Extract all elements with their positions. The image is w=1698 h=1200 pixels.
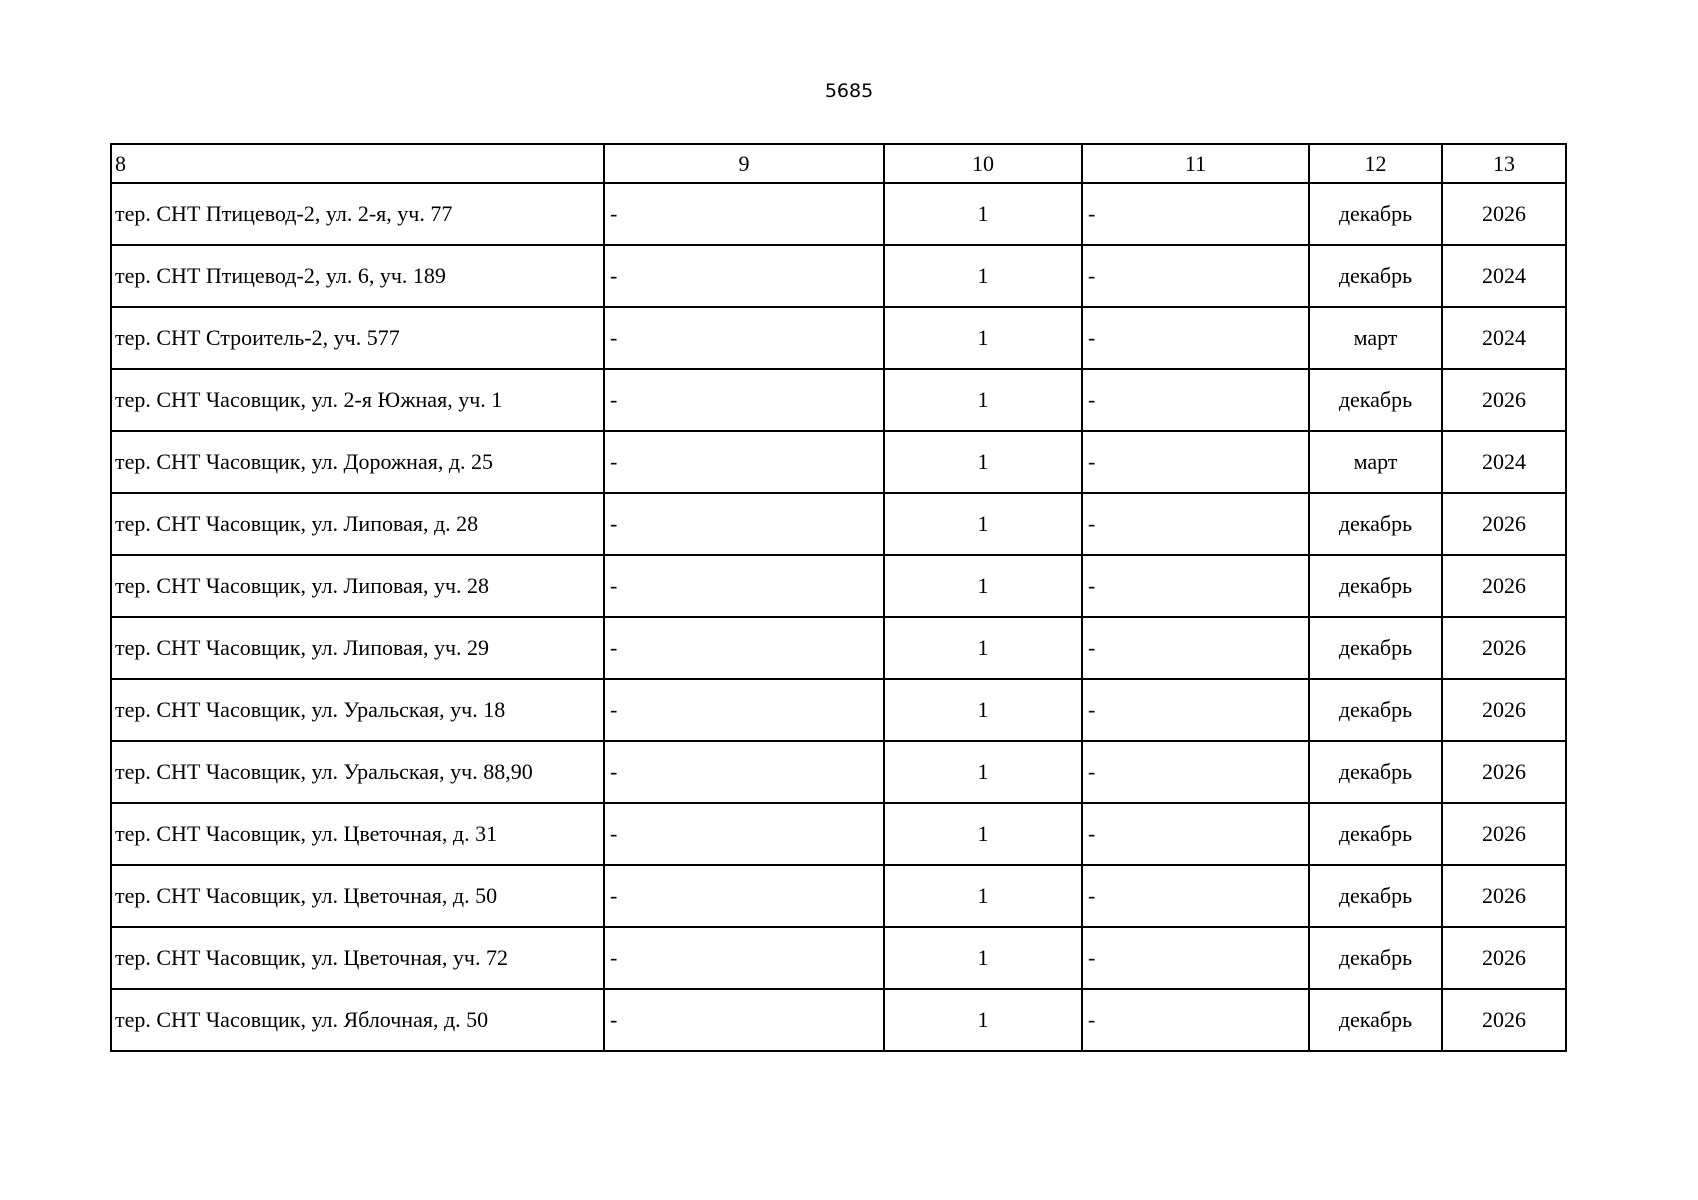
- table-row: [111, 679, 1566, 741]
- col11-cell: -: [1082, 245, 1309, 307]
- month-cell: декабрь: [1309, 493, 1442, 555]
- col10-cell: 1: [884, 989, 1082, 1051]
- col10-cell: 1: [884, 617, 1082, 679]
- col9-cell: -: [604, 989, 884, 1051]
- address-cell: тер. СНТ Часовщик, ул. Дорожная, д. 25: [111, 431, 604, 493]
- year-cell: 2024: [1442, 431, 1566, 493]
- col9-cell: -: [604, 245, 884, 307]
- col11-cell: -: [1082, 183, 1309, 245]
- col10-cell: 1: [884, 245, 1082, 307]
- col11-cell: -: [1082, 307, 1309, 369]
- col9-cell: -: [604, 679, 884, 741]
- col9-cell: -: [604, 617, 884, 679]
- column-header: 8: [111, 144, 604, 183]
- col11-cell: -: [1082, 679, 1309, 741]
- col9-cell: -: [604, 927, 884, 989]
- year-cell: 2026: [1442, 555, 1566, 617]
- table-row: [111, 307, 1566, 369]
- table-header-row: [111, 144, 1566, 183]
- year-cell: 2026: [1442, 741, 1566, 803]
- page-number: 5685: [824, 80, 874, 102]
- table-row: [111, 493, 1566, 555]
- column-header: 10: [884, 144, 1082, 183]
- col10-cell: 1: [884, 369, 1082, 431]
- col9-cell: -: [604, 369, 884, 431]
- month-cell: декабрь: [1309, 555, 1442, 617]
- col9-cell: -: [604, 555, 884, 617]
- table-row: [111, 927, 1566, 989]
- col9-cell: -: [604, 431, 884, 493]
- month-cell: декабрь: [1309, 741, 1442, 803]
- table-row: [111, 431, 1566, 493]
- month-cell: декабрь: [1309, 865, 1442, 927]
- col11-cell: -: [1082, 803, 1309, 865]
- year-cell: 2026: [1442, 679, 1566, 741]
- col10-cell: 1: [884, 865, 1082, 927]
- col11-cell: -: [1082, 927, 1309, 989]
- year-cell: 2024: [1442, 307, 1566, 369]
- month-cell: декабрь: [1309, 989, 1442, 1051]
- year-cell: 2026: [1442, 369, 1566, 431]
- col10-cell: 1: [884, 927, 1082, 989]
- month-cell: декабрь: [1309, 679, 1442, 741]
- year-cell: 2026: [1442, 493, 1566, 555]
- year-cell: 2026: [1442, 989, 1566, 1051]
- table-row: [111, 865, 1566, 927]
- col9-cell: -: [604, 803, 884, 865]
- month-cell: декабрь: [1309, 245, 1442, 307]
- column-header: 12: [1309, 144, 1442, 183]
- year-cell: 2026: [1442, 927, 1566, 989]
- year-cell: 2024: [1442, 245, 1566, 307]
- col9-cell: -: [604, 307, 884, 369]
- address-cell: тер. СНТ Часовщик, ул. Липовая, уч. 29: [111, 617, 604, 679]
- table-row: [111, 245, 1566, 307]
- column-header: 11: [1082, 144, 1309, 183]
- month-cell: декабрь: [1309, 183, 1442, 245]
- month-cell: март: [1309, 431, 1442, 493]
- address-cell: тер. СНТ Часовщик, ул. Уральская, уч. 18: [111, 679, 604, 741]
- col11-cell: -: [1082, 369, 1309, 431]
- month-cell: декабрь: [1309, 369, 1442, 431]
- col11-cell: -: [1082, 741, 1309, 803]
- col9-cell: -: [604, 183, 884, 245]
- address-cell: тер. СНТ Часовщик, ул. Липовая, уч. 28: [111, 555, 604, 617]
- table-body: [111, 183, 1566, 1051]
- col11-cell: -: [1082, 555, 1309, 617]
- col10-cell: 1: [884, 431, 1082, 493]
- data-table: [110, 143, 1567, 1052]
- address-cell: тер. СНТ Строитель-2, уч. 577: [111, 307, 604, 369]
- table-container: [110, 143, 1567, 1052]
- table-row: [111, 555, 1566, 617]
- address-cell: тер. СНТ Часовщик, ул. 2-я Южная, уч. 1: [111, 369, 604, 431]
- address-cell: тер. СНТ Часовщик, ул. Яблочная, д. 50: [111, 989, 604, 1051]
- col9-cell: -: [604, 493, 884, 555]
- month-cell: декабрь: [1309, 803, 1442, 865]
- month-cell: декабрь: [1309, 927, 1442, 989]
- col11-cell: -: [1082, 431, 1309, 493]
- address-cell: тер. СНТ Часовщик, ул. Уральская, уч. 88,90: [111, 741, 604, 803]
- col11-cell: -: [1082, 493, 1309, 555]
- col10-cell: 1: [884, 803, 1082, 865]
- col11-cell: -: [1082, 989, 1309, 1051]
- address-cell: тер. СНТ Часовщик, ул. Цветочная, д. 31: [111, 803, 604, 865]
- col10-cell: 1: [884, 183, 1082, 245]
- col10-cell: 1: [884, 493, 1082, 555]
- col11-cell: -: [1082, 865, 1309, 927]
- col10-cell: 1: [884, 555, 1082, 617]
- address-cell: тер. СНТ Часовщик, ул. Липовая, д. 28: [111, 493, 604, 555]
- col10-cell: 1: [884, 741, 1082, 803]
- col9-cell: -: [604, 741, 884, 803]
- year-cell: 2026: [1442, 183, 1566, 245]
- table-row: [111, 617, 1566, 679]
- col10-cell: 1: [884, 679, 1082, 741]
- table-row: [111, 369, 1566, 431]
- year-cell: 2026: [1442, 865, 1566, 927]
- col10-cell: 1: [884, 307, 1082, 369]
- table-row: [111, 989, 1566, 1051]
- col11-cell: -: [1082, 617, 1309, 679]
- month-cell: декабрь: [1309, 617, 1442, 679]
- column-header: 9: [604, 144, 884, 183]
- month-cell: март: [1309, 307, 1442, 369]
- address-cell: тер. СНТ Часовщик, ул. Цветочная, д. 50: [111, 865, 604, 927]
- address-cell: тер. СНТ Часовщик, ул. Цветочная, уч. 72: [111, 927, 604, 989]
- col9-cell: -: [604, 865, 884, 927]
- year-cell: 2026: [1442, 803, 1566, 865]
- year-cell: 2026: [1442, 617, 1566, 679]
- address-cell: тер. СНТ Птицевод-2, ул. 6, уч. 189: [111, 245, 604, 307]
- table-row: [111, 803, 1566, 865]
- table-row: [111, 741, 1566, 803]
- address-cell: тер. СНТ Птицевод-2, ул. 2-я, уч. 77: [111, 183, 604, 245]
- column-header: 13: [1442, 144, 1566, 183]
- table-row: [111, 183, 1566, 245]
